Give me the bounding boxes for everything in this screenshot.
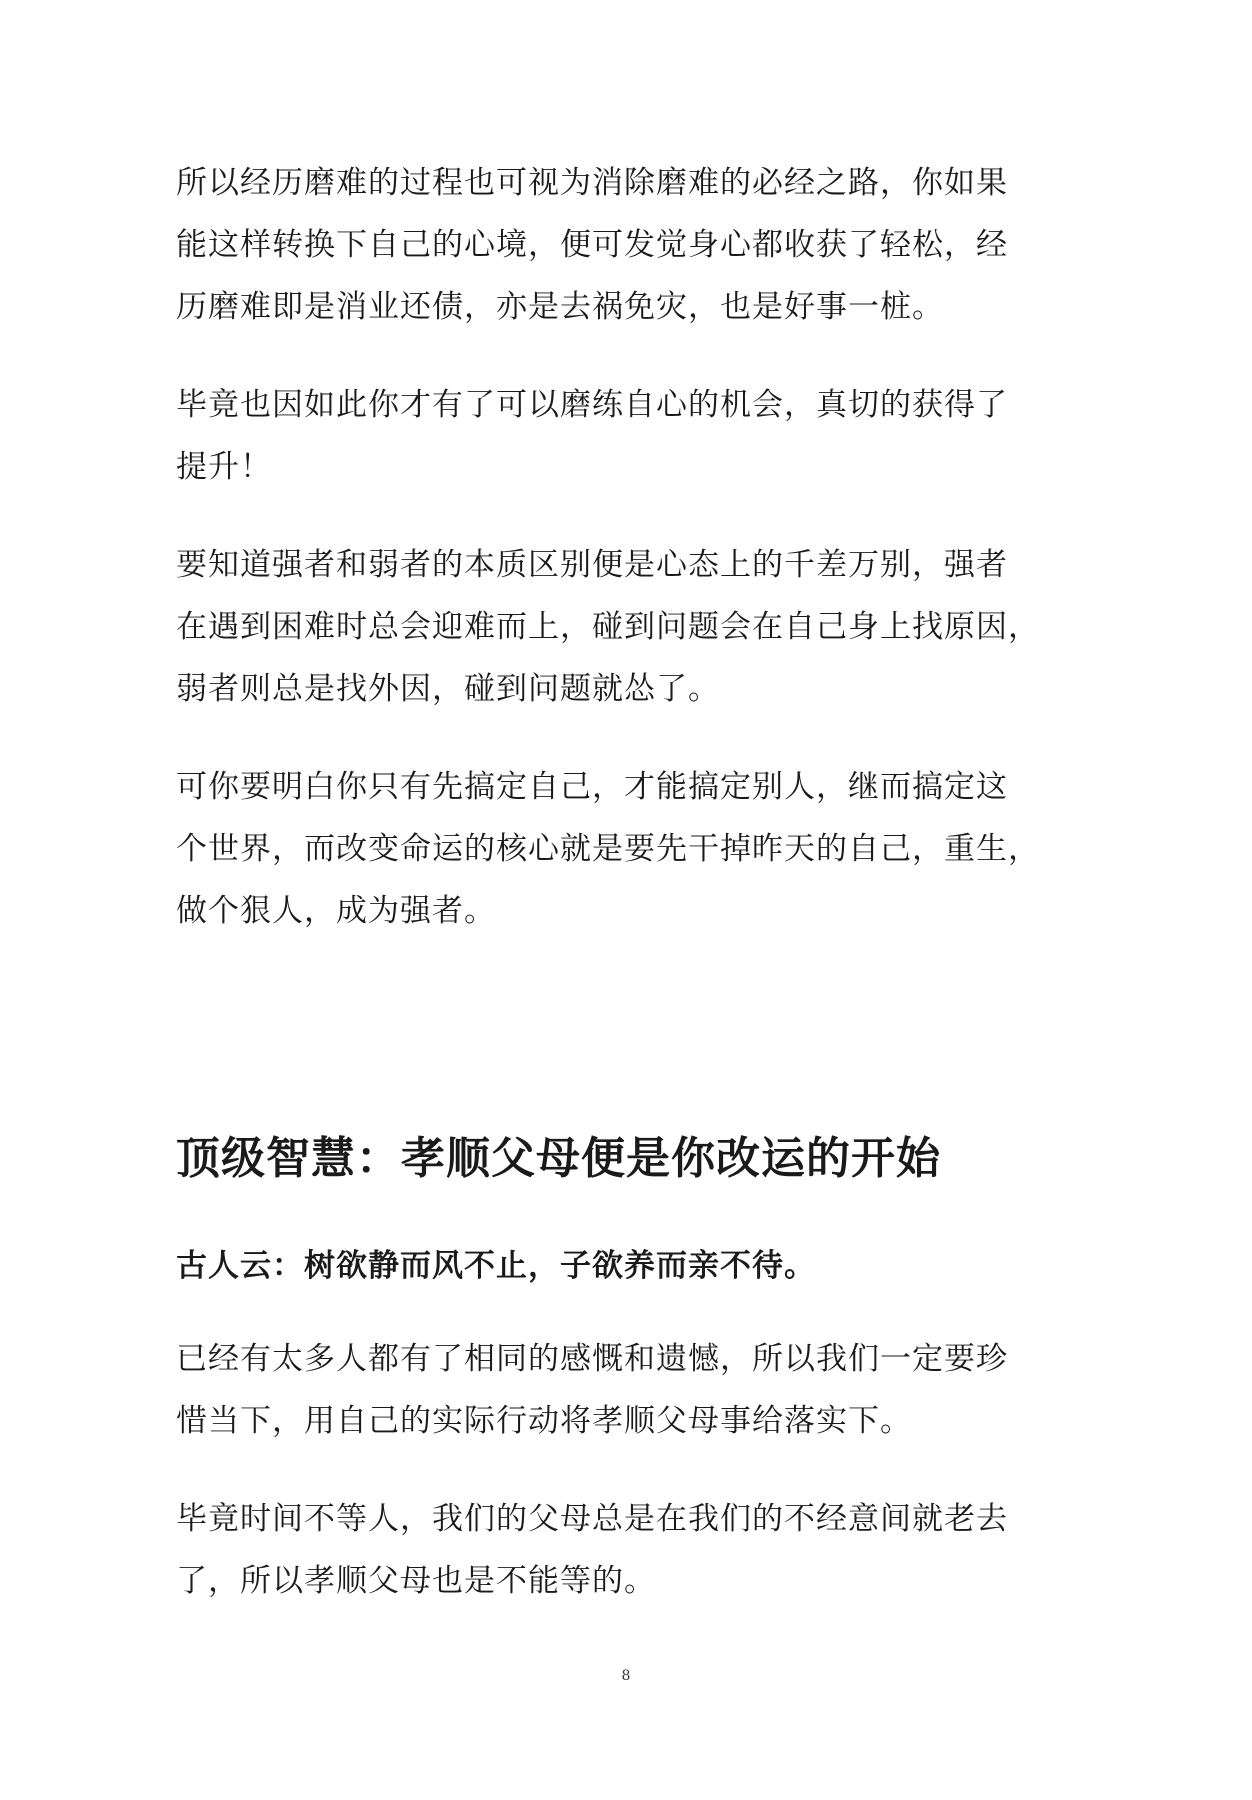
text-line: 所以经历磨难的过程也可视为消除磨难的必经之路，你如果 (176, 165, 1008, 201)
paragraph (176, 534, 1106, 720)
text-line: 弱者则总是找外因，碰到问题就怂了。 (176, 671, 720, 707)
text-line: 个世界，而改变命运的核心就是要先干掉昨天的自己，重生， (176, 831, 1040, 867)
text-line: 可你要明白你只有先搞定自己，才能搞定别人，继而搞定这 (176, 769, 1008, 805)
paragraph (176, 756, 1106, 942)
text-line: 做个狠人，成为强者。 (176, 893, 496, 929)
quote-line: 古人云：树欲静而风不止，子欲养而亲不待。 (176, 1248, 816, 1284)
text-line: 历磨难即是消业还债，亦是去祸免灾，也是好事一桩。 (176, 289, 944, 325)
text-line: 惜当下，用自己的实际行动将孝顺父母事给落实下。 (176, 1403, 912, 1439)
section-heading: 顶级智慧：孝顺父母便是你改运的开始 (176, 1133, 941, 1184)
text-line: 能这样转换下自己的心境，便可发觉身心都收获了轻松，经 (176, 227, 1008, 263)
page-number: 8 (621, 1668, 631, 1684)
body-text-bottom (176, 1328, 1106, 1648)
body-text-top (176, 152, 1106, 978)
text-line: 毕竟也因如此你才有了可以磨练自心的机会，真切的获得了 (176, 387, 1008, 423)
paragraph (176, 152, 1106, 338)
paragraph (176, 374, 1106, 498)
paragraph (176, 1488, 1106, 1612)
text-line: 已经有太多人都有了相同的感慨和遗憾，所以我们一定要珍 (176, 1341, 1008, 1377)
paragraph (176, 1328, 1106, 1452)
text-line: 提升！ (176, 449, 272, 485)
text-line: 在遇到困难时总会迎难而上，碰到问题会在自己身上找原因， (176, 609, 1040, 645)
text-line: 了，所以孝顺父母也是不能等的。 (176, 1563, 656, 1599)
text-line: 毕竟时间不等人，我们的父母总是在我们的不经意间就老去 (176, 1501, 1008, 1537)
text-line: 要知道强者和弱者的本质区别便是心态上的千差万别，强者 (176, 547, 1008, 583)
